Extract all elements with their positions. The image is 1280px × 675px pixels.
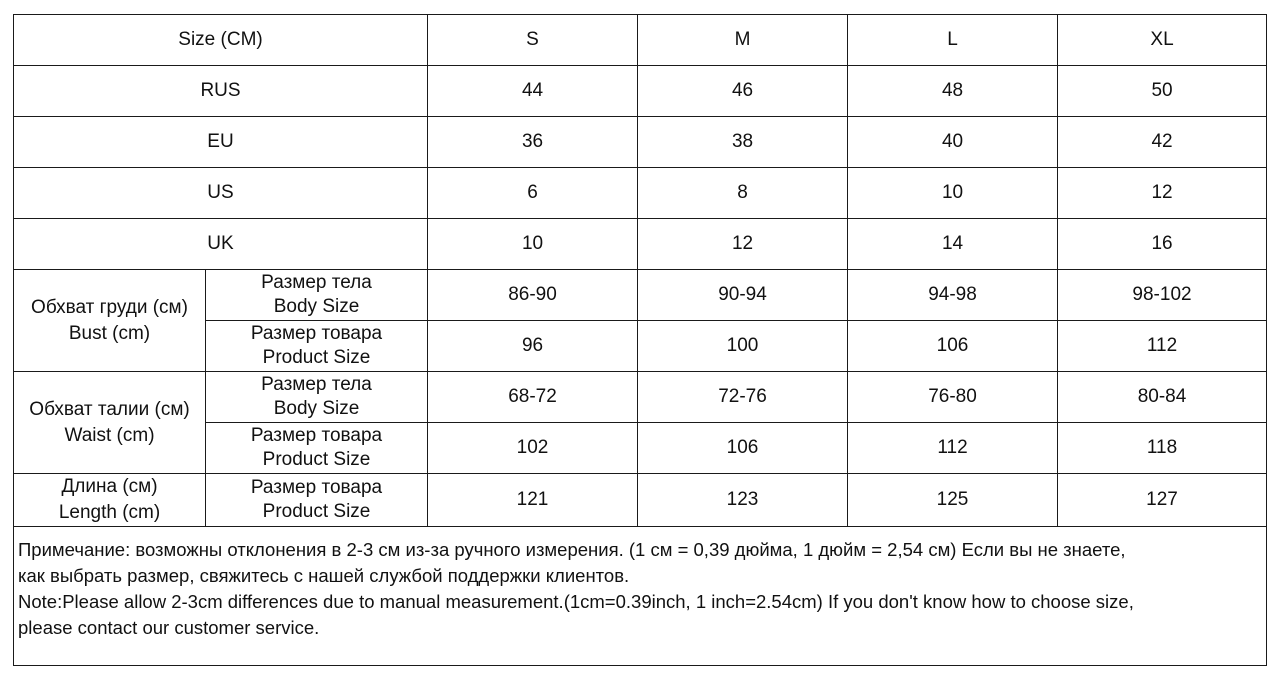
cell-value: 94-98 xyxy=(848,270,1058,321)
row-uk xyxy=(14,219,1267,270)
sub-label-product-size xyxy=(206,474,428,527)
sub-label-en: Body Size xyxy=(273,296,360,317)
cell-value: 86-90 xyxy=(428,270,638,321)
sub-label-ru: Размер товара xyxy=(250,477,383,498)
cell-value: 112 xyxy=(848,423,1058,474)
sub-label-body-size xyxy=(206,372,428,423)
group-label-en: Bust (cm) xyxy=(68,322,151,344)
cell-value: 106 xyxy=(848,321,1058,372)
header-size-s: S xyxy=(428,15,638,66)
header-size-m: M xyxy=(638,15,848,66)
cell-value: 14 xyxy=(848,219,1058,270)
cell-value: 50 xyxy=(1058,66,1267,117)
sub-label-ru: Размер товара xyxy=(250,323,383,344)
measurement-note xyxy=(14,527,1267,666)
cell-value: 12 xyxy=(638,219,848,270)
row-eu xyxy=(14,117,1267,168)
sub-label-ru: Размер тела xyxy=(261,374,372,395)
row-length-product xyxy=(14,474,1267,527)
row-label: RUS xyxy=(14,66,428,117)
cell-value: 42 xyxy=(1058,117,1267,168)
cell-value: 16 xyxy=(1058,219,1267,270)
row-waist-body xyxy=(14,372,1267,423)
cell-value: 10 xyxy=(848,168,1058,219)
cell-value: 68-72 xyxy=(428,372,638,423)
cell-value: 127 xyxy=(1058,474,1267,527)
header-size-xl: XL xyxy=(1058,15,1267,66)
cell-value: 106 xyxy=(638,423,848,474)
sub-label-en: Product Size xyxy=(262,347,371,368)
cell-value: 72-76 xyxy=(638,372,848,423)
cell-value: 76-80 xyxy=(848,372,1058,423)
row-label: EU xyxy=(14,117,428,168)
row-label: US xyxy=(14,168,428,219)
sub-label-en: Product Size xyxy=(262,449,371,470)
size-chart-table xyxy=(13,14,1267,666)
cell-value: 123 xyxy=(638,474,848,527)
cell-value: 90-94 xyxy=(638,270,848,321)
bust-group-label xyxy=(14,270,206,372)
cell-value: 96 xyxy=(428,321,638,372)
cell-value: 46 xyxy=(638,66,848,117)
note-en-line-2: please contact our customer service. xyxy=(18,617,320,638)
cell-value: 40 xyxy=(848,117,1058,168)
cell-value: 118 xyxy=(1058,423,1267,474)
waist-group-label xyxy=(14,372,206,474)
header-size-l: L xyxy=(848,15,1058,66)
sub-label-ru: Размер товара xyxy=(250,425,383,446)
cell-value: 80-84 xyxy=(1058,372,1267,423)
cell-value: 98-102 xyxy=(1058,270,1267,321)
sub-label-body-size xyxy=(206,270,428,321)
sub-label-product-size xyxy=(206,321,428,372)
group-label-ru: Длина (см) xyxy=(61,476,158,497)
cell-value: 10 xyxy=(428,219,638,270)
group-label-ru: Обхват талии (см) xyxy=(29,398,190,420)
row-label: UK xyxy=(14,219,428,270)
note-ru-line-1: Примечание: возможны отклонения в 2-3 см из-за ручного измерения. (1 см = 0,39 дюйма, 1 дюйм = 2,54 см) Если вы не знаете, xyxy=(18,539,1126,560)
header-row xyxy=(14,15,1267,66)
cell-value: 44 xyxy=(428,66,638,117)
cell-value: 48 xyxy=(848,66,1058,117)
cell-value: 100 xyxy=(638,321,848,372)
cell-value: 112 xyxy=(1058,321,1267,372)
sub-label-en: Body Size xyxy=(273,398,360,419)
cell-value: 102 xyxy=(428,423,638,474)
row-us xyxy=(14,168,1267,219)
row-bust-body xyxy=(14,270,1267,321)
group-label-en: Waist (cm) xyxy=(64,424,155,446)
sub-label-ru: Размер тела xyxy=(261,272,372,293)
group-label-en: Length (cm) xyxy=(58,502,161,523)
note-en-line-1: Note:Please allow 2-3cm differences due to manual measurement.(1cm=0.39inch, 1 inch=2.54cm) If you don't know how to choose size, xyxy=(18,591,1134,612)
cell-value: 6 xyxy=(428,168,638,219)
cell-value: 121 xyxy=(428,474,638,527)
cell-value: 8 xyxy=(638,168,848,219)
header-size-label: Size (CM) xyxy=(14,15,428,66)
cell-value: 36 xyxy=(428,117,638,168)
length-group-label xyxy=(14,474,206,527)
cell-value: 125 xyxy=(848,474,1058,527)
sub-label-product-size xyxy=(206,423,428,474)
cell-value: 38 xyxy=(638,117,848,168)
sub-label-en: Product Size xyxy=(262,501,371,522)
group-label-ru: Обхват груди (см) xyxy=(31,296,188,318)
note-row xyxy=(14,527,1267,666)
note-ru-line-2: как выбрать размер, свяжитесь с нашей службой поддержки клиентов. xyxy=(18,565,630,586)
cell-value: 12 xyxy=(1058,168,1267,219)
row-rus xyxy=(14,66,1267,117)
